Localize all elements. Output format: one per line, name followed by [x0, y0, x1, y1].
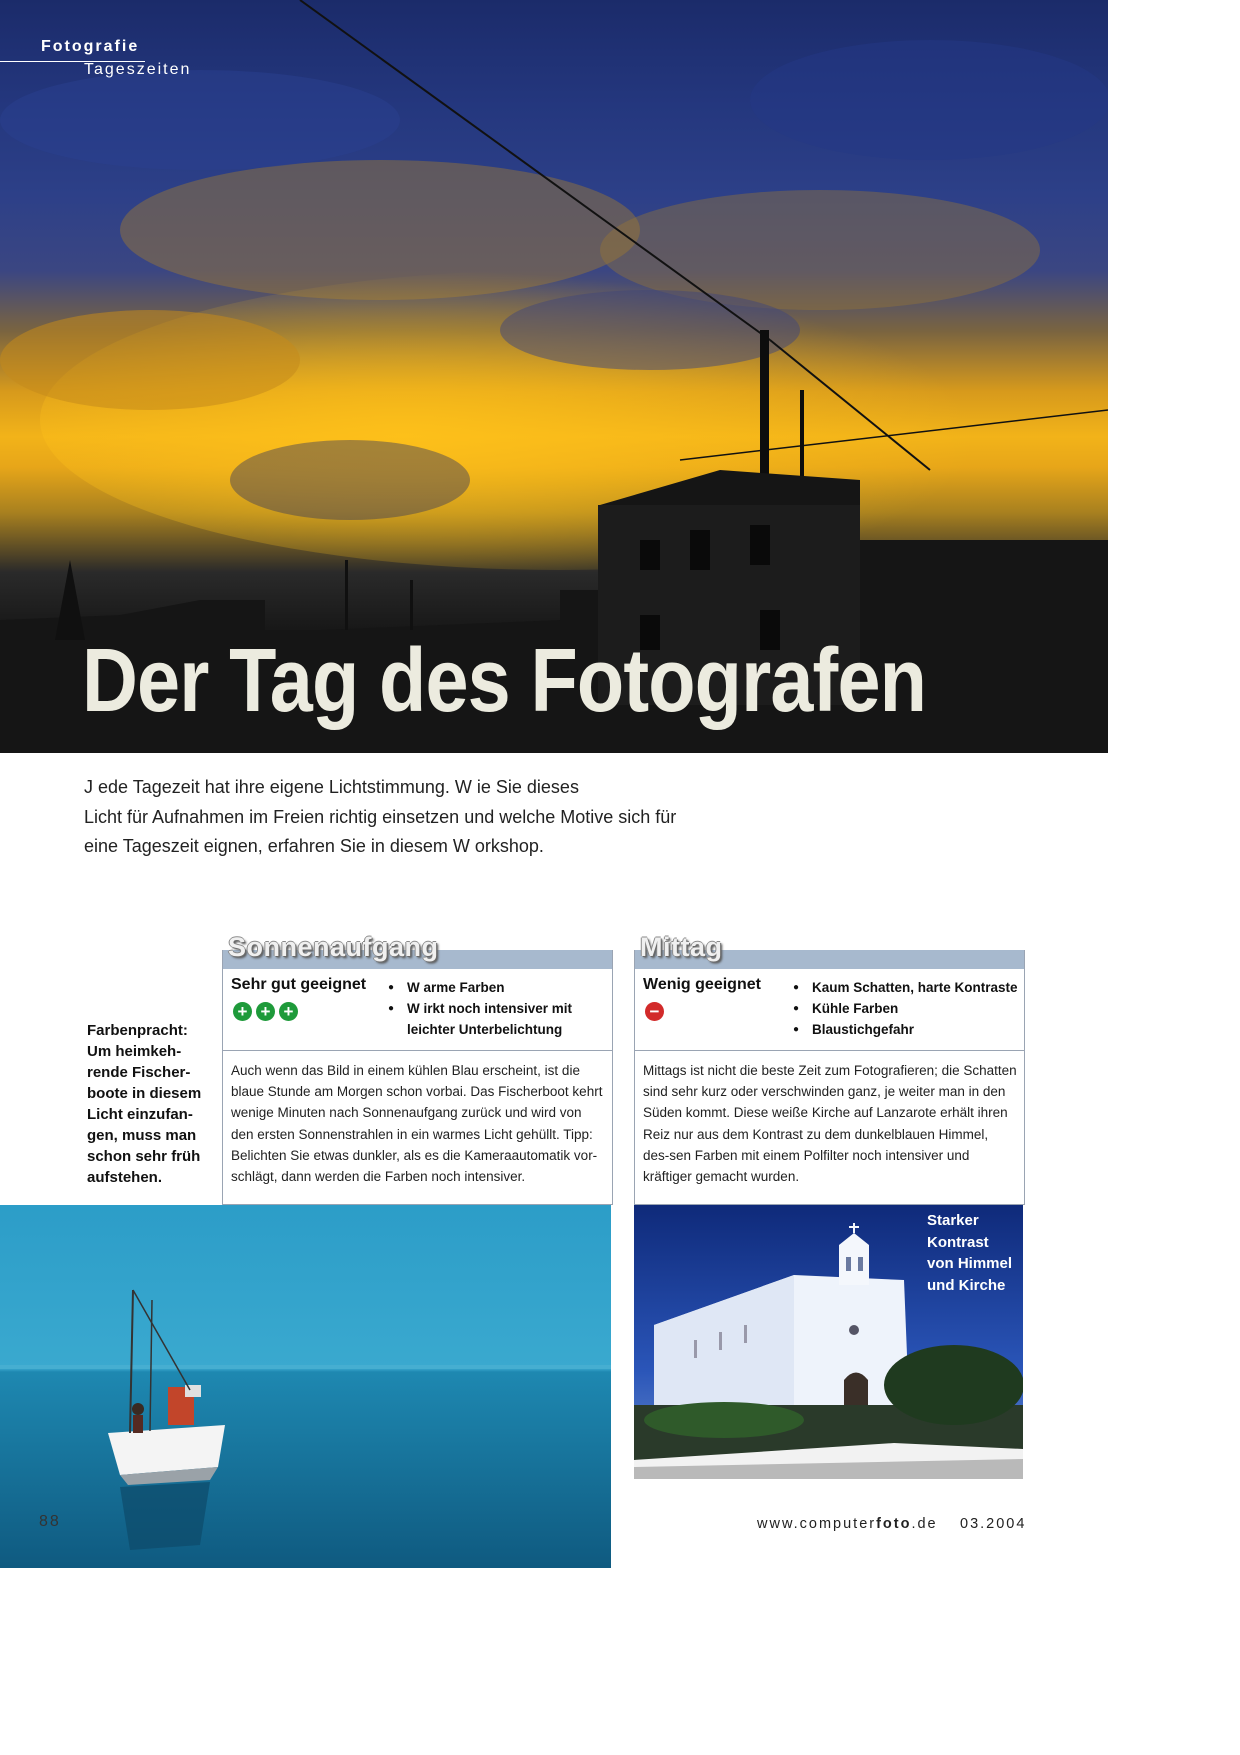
box-divider — [635, 1050, 1024, 1051]
caption-line: von Himmel — [927, 1255, 1013, 1272]
url-bold: foto — [876, 1516, 912, 1532]
caption-line: rende Fischer- — [87, 1064, 191, 1081]
url-suffix: .de — [911, 1516, 938, 1532]
bullet-item: ● Blaustichgefahr — [793, 1019, 1018, 1040]
plus-icon: + — [233, 1002, 252, 1021]
bullet-item: ● Kaum Schatten, harte Kontraste — [793, 977, 1018, 998]
headline: Der Tag des Fotografen — [82, 631, 927, 731]
caption-line: boote in diesem — [87, 1085, 202, 1102]
bullet-list — [388, 977, 598, 1040]
intro-paragraph — [84, 773, 704, 862]
info-box-sunrise — [222, 932, 613, 1205]
caption-line: Farbenpracht: — [87, 1022, 188, 1039]
box-divider — [223, 1050, 612, 1051]
box-body-text: Mittags ist nicht die beste Zeit zum Fotografieren; die Schatten sind sehr kurz oder verschwinden ganz, je weiter man in den Süden kommt. Diese weiße Kirche auf Lanzarote erhält ihren Reiz nur aus dem Kontrast zu dem dunkelblauen Himmel, des-sen Farben mit einem Polfilter noch intensiver und kräftiger gemacht wurden. — [643, 1063, 1017, 1185]
url-prefix: www.computer — [757, 1516, 877, 1532]
intro-line: Licht für Aufnahmen im Freien richtig einsetzen und welche Motive sich für — [84, 806, 677, 827]
plus-icon: + — [256, 1002, 275, 1021]
bullet-item: ● Kühle Farben — [793, 998, 1018, 1019]
intro-line: eine Tageszeit eignen, erfahren Sie in diesem W orkshop. — [84, 836, 544, 856]
box-title: Sonnenaufgang — [228, 932, 439, 962]
page-number: 88 — [39, 1513, 61, 1530]
hero-photo — [0, 0, 1108, 753]
photo-caption-left — [87, 1020, 212, 1188]
caption-line: Starker — [927, 1212, 979, 1229]
box-body-text: Auch wenn das Bild in einem kühlen Blau erscheint, ist die blaue Stunde am Morgen schon vorbai. Das Fischerboot kehrt wenige Minuten nach Sonnenaufgang zurück und wird von den ersten Sonnenstrahlen in ein warmes Licht gehüllt. Tipp: Belichten Sie etwas dunkler, als es die Kameraautomatik vor-schlägt, dann werden die Farben noch intensiver. — [231, 1063, 603, 1185]
caption-line: Licht einzufan- — [87, 1106, 193, 1123]
rating-icons — [233, 1002, 302, 1021]
rating-label: Sehr gut geeignet — [231, 976, 367, 993]
issue-date: 03.2004 — [960, 1516, 1027, 1532]
minus-icon: − — [645, 1002, 664, 1021]
caption-line: schon sehr früh — [87, 1148, 201, 1165]
subsection-label: Tageszeiten — [84, 61, 192, 78]
plus-icon: + — [279, 1002, 298, 1021]
photo-caption-right — [927, 1210, 1019, 1296]
fishing-boat-illustration — [0, 1205, 611, 1568]
bullet-item: ● W arme Farben — [388, 977, 598, 998]
caption-line: aufstehen. — [87, 1169, 163, 1186]
caption-line: Um heimkeh- — [87, 1043, 182, 1060]
intro-line: J ede Tagezeit hat ihre eigene Lichtstimmung. W ie Sie dieses — [84, 777, 579, 797]
fishing-boat-photo — [0, 1205, 611, 1568]
rating-icons — [645, 1002, 668, 1021]
box-title: Mittag — [640, 932, 723, 962]
bullet-item: ● W irkt noch intensiver mit leichter Unterbelichtung — [388, 998, 598, 1040]
info-box-noon — [634, 932, 1025, 1205]
caption-line: und Kirche — [927, 1276, 1006, 1294]
caption-line: Kontrast — [927, 1233, 989, 1251]
caption-line: gen, muss man — [87, 1127, 197, 1144]
rating-label: Wenig geeignet — [643, 976, 761, 993]
footer-url — [757, 1516, 938, 1532]
section-label: Fotografie — [41, 38, 140, 55]
bullet-list — [793, 977, 1018, 1040]
